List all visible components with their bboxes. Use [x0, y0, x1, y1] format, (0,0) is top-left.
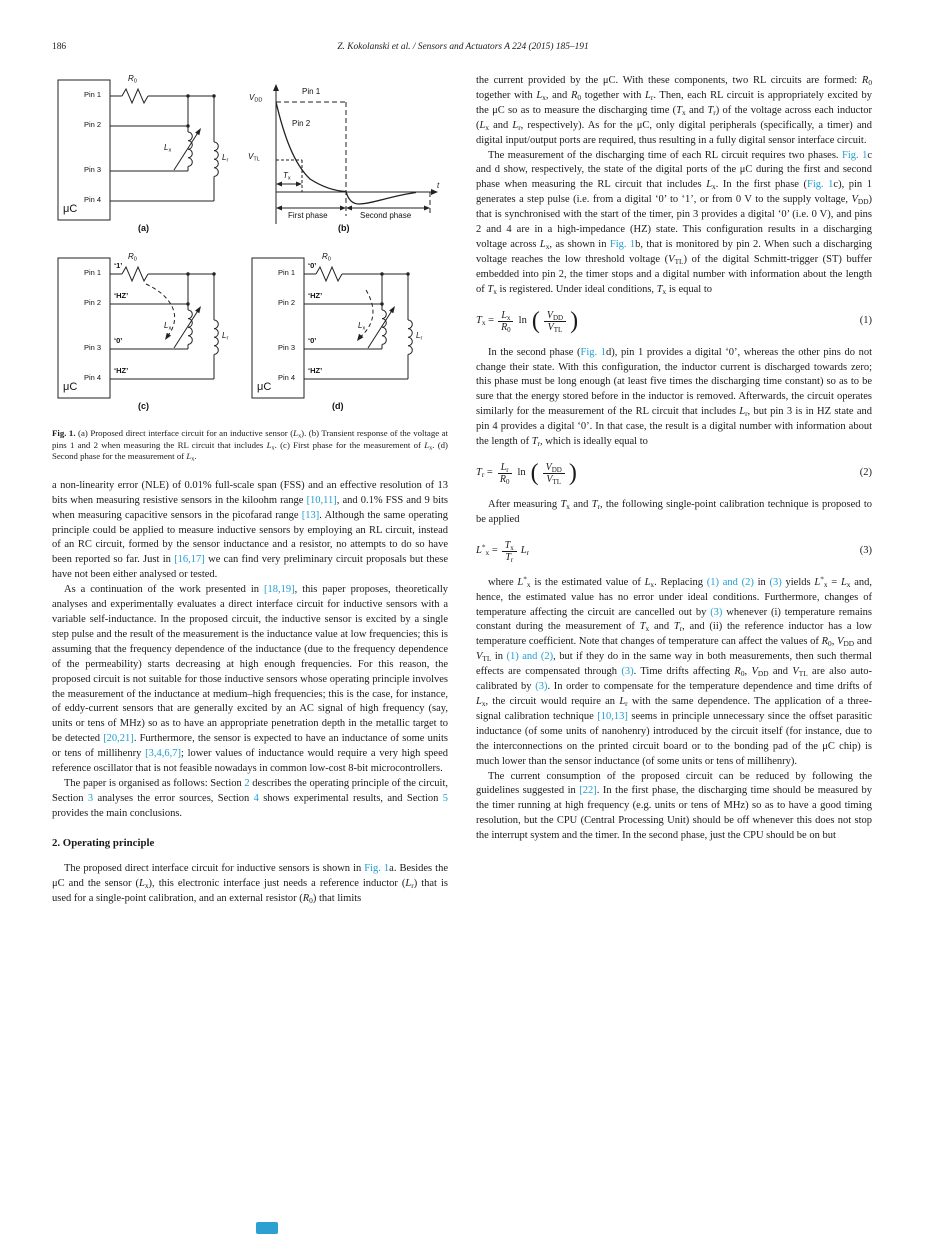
lx-label: $L_x$ — [164, 321, 172, 332]
lr-label: $L_r$ — [416, 331, 423, 342]
pin2-label: Pin 2 — [278, 298, 296, 307]
page-number: 186 — [52, 42, 67, 52]
reference-link[interactable]: (1) and (2) — [706, 576, 754, 588]
paragraph: The proposed direct interface circuit for inductive sensors is shown in Fig. 1a. Besides the μC and the sensor $(L_x)$, this electronic interface just needs a reference inductor $(L_r)$ that is used for a single-point calibration, and an external resistor $(R_0)$ that limits — [52, 863, 448, 905]
pin1-label: Pin 1 — [84, 268, 102, 277]
reference-link[interactable]: 4 — [253, 792, 259, 804]
reference-link[interactable]: Fig. 1 — [806, 179, 834, 191]
subfig-label-d: (d) — [332, 401, 344, 411]
subfigure-d — [246, 252, 446, 418]
left-paren: ( — [530, 460, 539, 487]
subfig-label-c: (c) — [138, 401, 149, 411]
pin4-state-label: ‘HZ’ — [308, 366, 323, 375]
subfigure-c — [52, 252, 242, 418]
pin3-label: Pin 3 — [84, 165, 102, 174]
equation-number: (1) — [859, 315, 872, 327]
transient-plot — [246, 74, 446, 234]
paragraph: After measuring $T_x$ and $T_r$, the following single-point calibration technique is proposed to be applied — [476, 498, 872, 525]
figure-1 — [52, 74, 448, 463]
reference-link[interactable]: Fig. 1 — [609, 238, 636, 250]
fraction: $\frac{L_x}{R_0}$ — [498, 310, 514, 334]
cut-off-link-fragment — [256, 1222, 278, 1234]
time-axis-label: t — [437, 181, 440, 190]
reference-link[interactable]: Fig. 1 — [842, 149, 868, 161]
reference-link[interactable]: Fig. 1 — [580, 346, 607, 358]
reference-link[interactable]: [22] — [579, 785, 597, 797]
equation-lhs: $L^*_x$ = — [476, 543, 498, 558]
pin3-state-label: ‘0’ — [114, 336, 123, 345]
tx-label: $T_x$ — [283, 171, 291, 182]
pin3-state-label: ‘0’ — [308, 336, 317, 345]
paragraph: As a continuation of the work presented in [18,19], this paper proposes, theoretically analyses and experimentally evaluates a direct interface circuit for inductive sensors with a variable self-inductance. In the proposed circuit, the inductive sensor is excited by a single step pulse and the result of the measurement is the inductance value at low frequencies; this is assuming that the frequency dependence of the inductance (due to the frequency dependence of the permeability) starts decreasing at high enough frequencies. For this reason, the proposed circuit is not suitable for those inductive sensors whose operating principle involves the measurement of the inductance at medium–high frequencies; this is the case, for instance, of eddy-current sensors that are generally excited by an AC signal of high frequency (say, units or tens of MHz) so as to have an appropriate penetration depth in the metallic target to be detected [20,21]. Furthermore, the sensor is expected to have an inductance of some units or tens of millihenry [3,4,6,7]; lower values of inductance would require a very high speed reference oscillator that is not feasible nowadays in common low-cost 8-bit microcontrollers. — [52, 584, 449, 775]
right-column — [476, 74, 872, 907]
reference-link[interactable]: (1) and (2) — [506, 651, 554, 663]
paragraph: the current provided by the μC. With these components, two RL circuits are formed: $R_0$ together with $L_x$, and $R_0$ together with $L_r$. Then, each RL circuit is appropriately excited by the μC so as to measure the discharging time ($T_x$ and $T_r$) of the voltage across each inductor ($L_x$ and $L_r$, respectively). As for the μC, only digital peripherals (specifically, a timer) and digital input/output ports are required, thus resulting in a fully digital sensor interface circuit. — [476, 75, 872, 146]
pin1-trace-label: Pin 1 — [302, 87, 321, 96]
pin4-label: Pin 4 — [84, 195, 102, 204]
subfig-label-a: (a) — [138, 223, 149, 233]
pin2-trace-label: Pin 2 — [292, 119, 311, 128]
pin1-label: Pin 1 — [278, 268, 296, 277]
reference-link[interactable]: (3) — [710, 606, 723, 618]
pin2-state-label: ‘HZ’ — [308, 291, 323, 300]
paragraph: a non-linearity error (NLE) of 0.01% full-scale span (FSS) and an effective resolution of 13 bits when measuring resistive sensors in the kiloohm range [10,11], and 0.1% FSS and 9 bits when measuring capacitive sensors in the picofarad range [13]. Although the same operating principle could be applied to measure inductive sensors by employing an RL circuit, instead of an RC circuit, formed by the sensor inductance and a resistor, no attempts to do so have been reported so far. Just in [16,17] we can find very preliminary circuit proposals but these have not been either analysed or tested. — [52, 479, 449, 581]
circuit-diagram-d — [246, 252, 436, 412]
vdd-label: $V_{DD}$ — [249, 93, 263, 104]
circuit-diagram-a — [52, 74, 242, 234]
equation-1 — [476, 307, 872, 334]
reference-link[interactable]: (3) — [621, 666, 634, 678]
reference-link[interactable]: (3) — [769, 576, 782, 588]
right-paren: ) — [568, 460, 577, 487]
pin3-label: Pin 3 — [278, 343, 296, 352]
ln-operator: ln — [518, 315, 527, 327]
resistor-label: $R_0$ — [128, 74, 137, 85]
reference-link[interactable]: [20,21] — [103, 733, 134, 745]
pin3-label: Pin 3 — [84, 343, 102, 352]
lx-label: $L_x$ — [358, 321, 366, 332]
paragraph: The measurement of the discharging time of each RL circuit requires two phases. Fig. 1c and d show, respectively, the state of the digital ports of the μC during the first and second phase when measuring the RL circuit that includes $L_x$. In the first phase (Fig. 1c), pin 1 generates a step pulse (i.e. from a digital ‘0’ to ‘1’, or from 0 V to the supply voltage, $V_{DD}$) that is synchronised with the start of the timer, pin 3 provides a digital ‘0’ (i.e. 0 V), and pins 2 and 4 are in a high-impedance (HZ) state. This configuration results in a discharging voltage across $L_x$, as shown in Fig. 1b, that is monitored by pin 2. When such a discharging voltage reaches the low threshold voltage $(V_{TL})$ of the digital Schmitt-trigger (ST) buffer embedded into pin 2, the timer stops and a digital number with information about the length of $T_x$ is registered. Under ideal conditions, $T_x$ is equal to — [476, 149, 873, 296]
equation-number: (2) — [859, 467, 872, 479]
fraction: $\frac{V_{DD}}{V_{TL}}$ — [543, 462, 565, 486]
equation-lhs: $T_x$ = — [476, 315, 495, 327]
fraction: $\frac{L_r}{R_0}$ — [497, 462, 513, 486]
equation-suffix: $L_r$ — [520, 545, 530, 558]
left-paren: ( — [531, 307, 540, 334]
lx-label: $L_x$ — [164, 143, 172, 154]
right-paren: ) — [570, 307, 579, 334]
reference-link[interactable]: 5 — [442, 792, 448, 804]
reference-link[interactable]: [18,19] — [264, 584, 295, 596]
pin2-label: Pin 2 — [84, 298, 102, 307]
pin2-state-label: ‘HZ’ — [114, 291, 129, 300]
subfigure-b — [246, 74, 446, 240]
paragraph: The current consumption of the proposed circuit can be reduced by following the guidelines suggested in [22]. In the first phase, the discharging time should be measured by the timer running at high frequency (e.g. units or tens of MHz) so as to have a good timing resolution, but the CPU (Central Processing Unit) should be off whenever this does not stop the interrupt system and the timer. In the second phase, just the CPU should be on but — [476, 770, 872, 842]
fraction: $\frac{V_{DD}}{V_{TL}}$ — [544, 310, 566, 334]
ln-operator: ln — [517, 467, 526, 479]
section-heading: 2. Operating principle — [52, 836, 155, 849]
pin4-label: Pin 4 — [278, 373, 296, 382]
paragraph: In the second phase (Fig. 1d), pin 1 provides a digital ‘0’, whereas the other pins do not change their state. With this configuration, the inductor current is discharged towards zero; this phase must be long enough (at least five times the discharging time constant) so as to be sure that the energy stored before in the inductor is removed. Afterwards, the circuit operates similarly for the measurement of the RL circuit that includes $L_r$, but pin 3 is in HZ state and pin 4 provides a digital ‘0’. In that case, the result is a digital number with information about the length of $T_r$, which is ideally equal to — [476, 346, 872, 448]
equation-number: (3) — [859, 545, 872, 557]
second-phase-label: Second phase — [360, 211, 412, 220]
vtl-label: $V_{TL}$ — [248, 152, 260, 163]
reference-link[interactable]: [13] — [301, 509, 320, 521]
circuit-diagram-c — [52, 252, 242, 412]
pin4-label: Pin 4 — [84, 373, 102, 382]
subfigure-a — [52, 74, 242, 240]
reference-link[interactable]: Fig. 1 — [364, 863, 390, 874]
subfig-label-b: (b) — [338, 223, 350, 233]
resistor-label: $R_0$ — [128, 252, 137, 263]
pin1-state-label: ‘1’ — [114, 261, 123, 270]
resistor-label: $R_0$ — [322, 252, 331, 263]
lr-label: $L_r$ — [222, 153, 229, 164]
fraction: $\frac{T_x}{T_r}$ — [502, 540, 517, 564]
equation-2 — [476, 462, 872, 486]
reference-link[interactable]: [10,13] — [597, 710, 628, 722]
paragraph: where $L^*_x$ is the estimated value of $L_x$. Replacing (1) and (2) in (3) yields $L^*_x = L_x$ and, hence, the estimated value has no error under ideal conditions. Furthermore, changes of temperature affecting the circuit are cancelled out by (3) whenever (i) temperature remains constant during the measurement of $T_x$ and $T_r$, and (ii) the reference inductor has a low temperature coefficient. Note that changes of temperature can affect the values of $R_0$, $V_{DD}$ and $V_{TL}$ in (1) and (2), but if they do in the same way in both measurements, then such thermal effects are compensated through (3). Time drifts affecting $R_0$, $V_{DD}$ and $V_{TL}$ are also auto-calibrated by (3). In order to compensate for the temperature dependence and time drifts of $L_x$, the circuit would require an $L_r$ with the same dependence. The application of a three-signal calibration technique [10,13] seems in principle unnecessary since the offset parasitic inductance (of some units of nanohenry) introduced by the circuit itself (for instance, due to the interconnections on the printed circuit board or to the bonding pad of the μC chip) is much lower than the sensor inductance (of some units or tens of millihenry). — [476, 574, 873, 767]
pin4-state-label: ‘HZ’ — [114, 366, 129, 375]
paragraph: The paper is organised as follows: Section 2 describes the operating principle of the circuit, Section 3 analyses the error sources, Section 4 shows experimental results, and Section 5 provides the main conclusions. — [52, 777, 449, 819]
reference-link[interactable]: (3) — [535, 681, 548, 693]
reference-link[interactable]: 3 — [87, 792, 94, 804]
reference-link[interactable]: 2 — [244, 777, 250, 789]
left-column — [52, 74, 448, 907]
microcontroller-label: μC — [63, 203, 78, 215]
microcontroller-label: μC — [257, 381, 272, 393]
equation-lhs: $T_r$ = — [476, 467, 493, 480]
pin1-label: Pin 1 — [84, 90, 102, 99]
pin1-state-label: ‘0’ — [308, 261, 317, 270]
microcontroller-label: μC — [63, 381, 78, 393]
running-head — [52, 42, 874, 58]
reference-link[interactable]: [16,17] — [174, 554, 205, 566]
equation-3 — [476, 540, 872, 564]
pin2-label: Pin 2 — [84, 120, 102, 129]
running-title: Z. Kokolanski et al. / Sensors and Actuators A 224 (2015) 185–191 — [337, 42, 589, 52]
reference-link[interactable]: [10,11] — [306, 494, 337, 506]
first-phase-label: First phase — [288, 211, 328, 220]
lr-label: $L_r$ — [222, 331, 229, 342]
figure-caption: Fig. 1. (a) Proposed direct interface circuit for an inductive sensor $(L_x)$. (b) Transient response of the voltage at pins 1 and 2 when measuring the RL circuit that includes $L_x$. (c) First phase for the measurement of $L_x$. (d) Second phase for the measurement of $L_x$. — [52, 428, 448, 463]
reference-link[interactable]: [3,4,6,7] — [145, 748, 181, 760]
